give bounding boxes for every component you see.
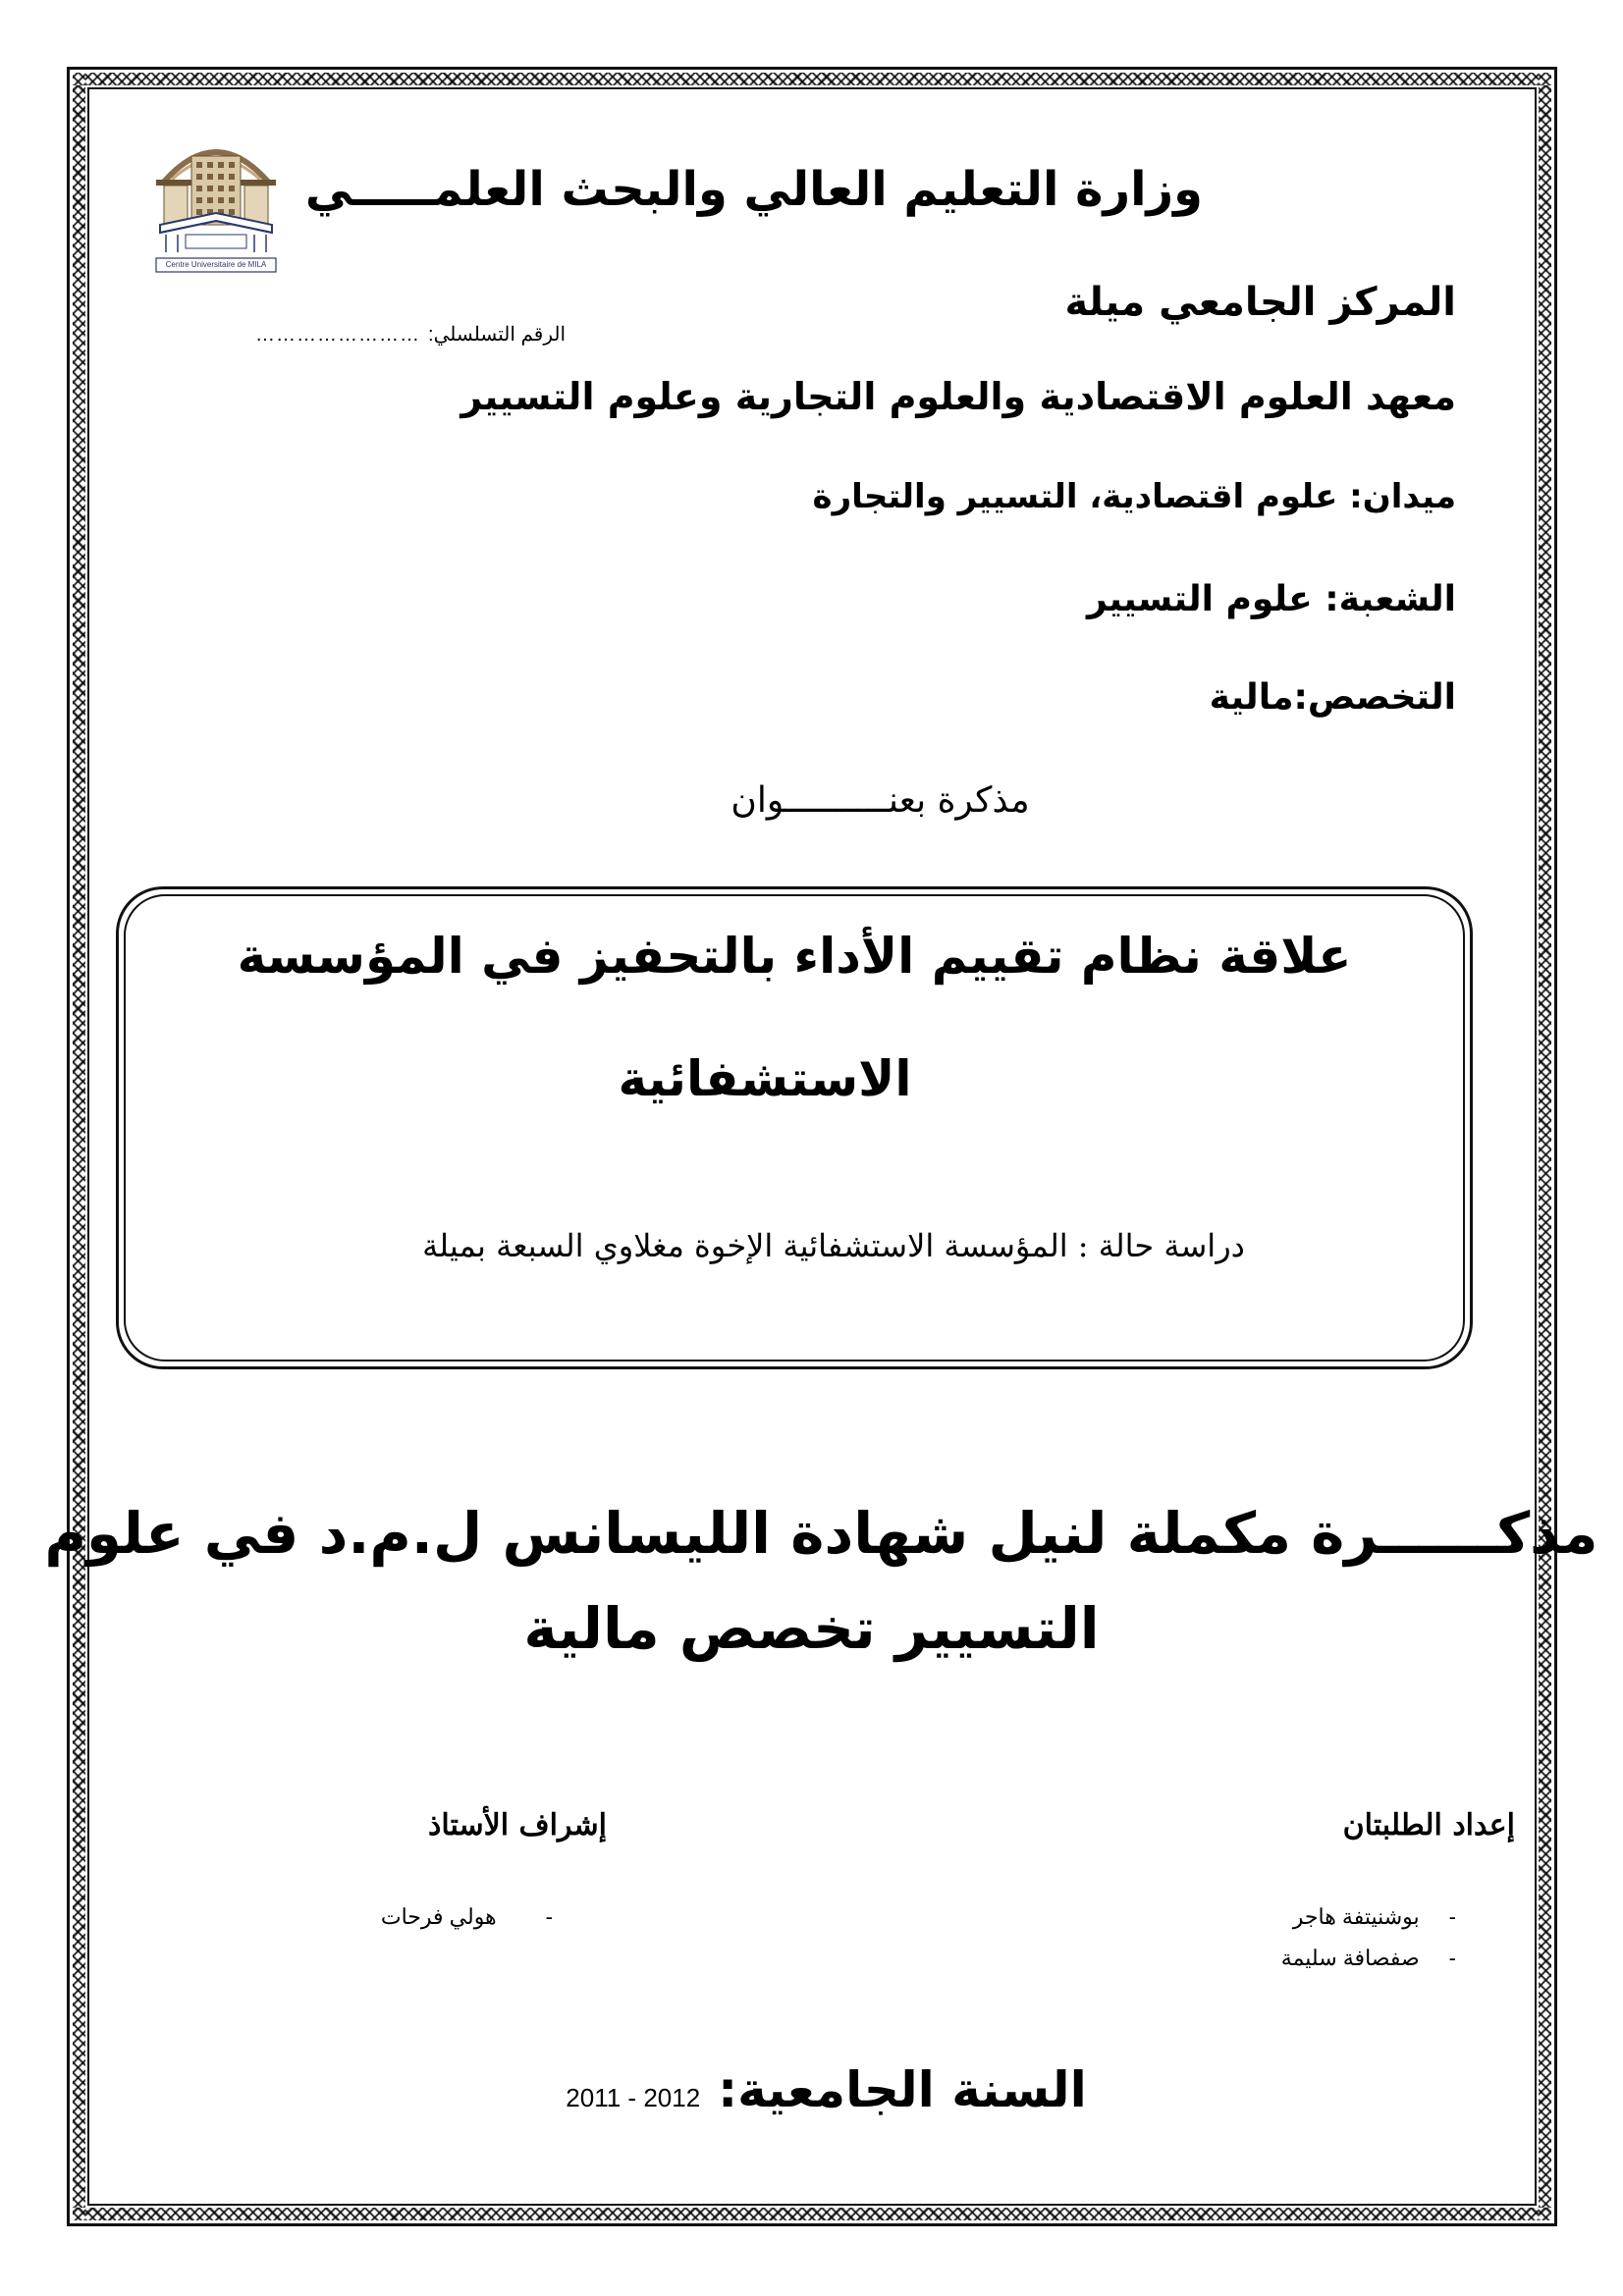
supervisor-entry xyxy=(381,1904,553,1930)
university-center: المركز الجامعي ميلة xyxy=(1064,280,1456,325)
institute-name: معهد العلوم الاقتصادية والعلوم التجارية وعلوم التسيير xyxy=(460,375,1456,418)
memo-label: مذكرة بعنــــــــــوان xyxy=(730,780,1030,821)
degree-statement-line-2: التسيير تخصص مالية xyxy=(523,1595,1100,1662)
student-name: صفصافة سليمة xyxy=(1280,1946,1420,1970)
degree-statement-line-1: مذكــــــرة مكملة لنيل شهادة الليسانس ل.م.د في علوم xyxy=(44,1500,1598,1567)
university-logo-icon xyxy=(142,123,290,275)
academic-year-value: 2011 - 2012 xyxy=(566,2083,701,2112)
logo-caption: Centre Universitaire de MILA xyxy=(165,260,267,269)
student-2 xyxy=(1281,1946,1456,1971)
academic-year-label: السنة الجامعية: xyxy=(718,2061,1087,2118)
list-dash: - xyxy=(1448,1904,1456,1929)
student-name: بوشنيتفة هاجر xyxy=(1292,1904,1420,1929)
serial-number xyxy=(255,322,566,347)
case-study: دراسة حالة : المؤسسة الاستشفائية الإخوة مغلاوي السبعة بميلة xyxy=(422,1227,1245,1264)
university-logo xyxy=(142,123,290,275)
student-1 xyxy=(1293,1904,1456,1930)
specialty-line: التخصص:مالية xyxy=(1209,677,1456,718)
serial-label: الرقم التسلسلي: xyxy=(428,324,566,346)
academic-year xyxy=(0,2061,1623,2118)
ministry-title: وزارة التعليم العالي والبحث العلمـــــي xyxy=(304,162,1203,217)
field-line: ميدان: علوم اقتصادية، التسيير والتجارة xyxy=(812,477,1456,516)
supervisor-label: إشراف الأستاذ xyxy=(427,1808,607,1842)
supervisor-name: هولي فرحات xyxy=(380,1904,497,1929)
serial-value: …………………… xyxy=(255,324,421,346)
prepared-by-label: إعداد الطلبتان xyxy=(1342,1808,1515,1842)
thesis-title-line-1: علاقة نظام تقييم الأداء بالتحفيز في المؤسسة xyxy=(237,928,1352,985)
branch-line: الشعبة: علوم التسيير xyxy=(1086,579,1456,619)
list-dash: - xyxy=(1448,1946,1456,1970)
list-dash: - xyxy=(545,1904,553,1929)
thesis-title-line-2: الاستشفائية xyxy=(618,1050,912,1107)
